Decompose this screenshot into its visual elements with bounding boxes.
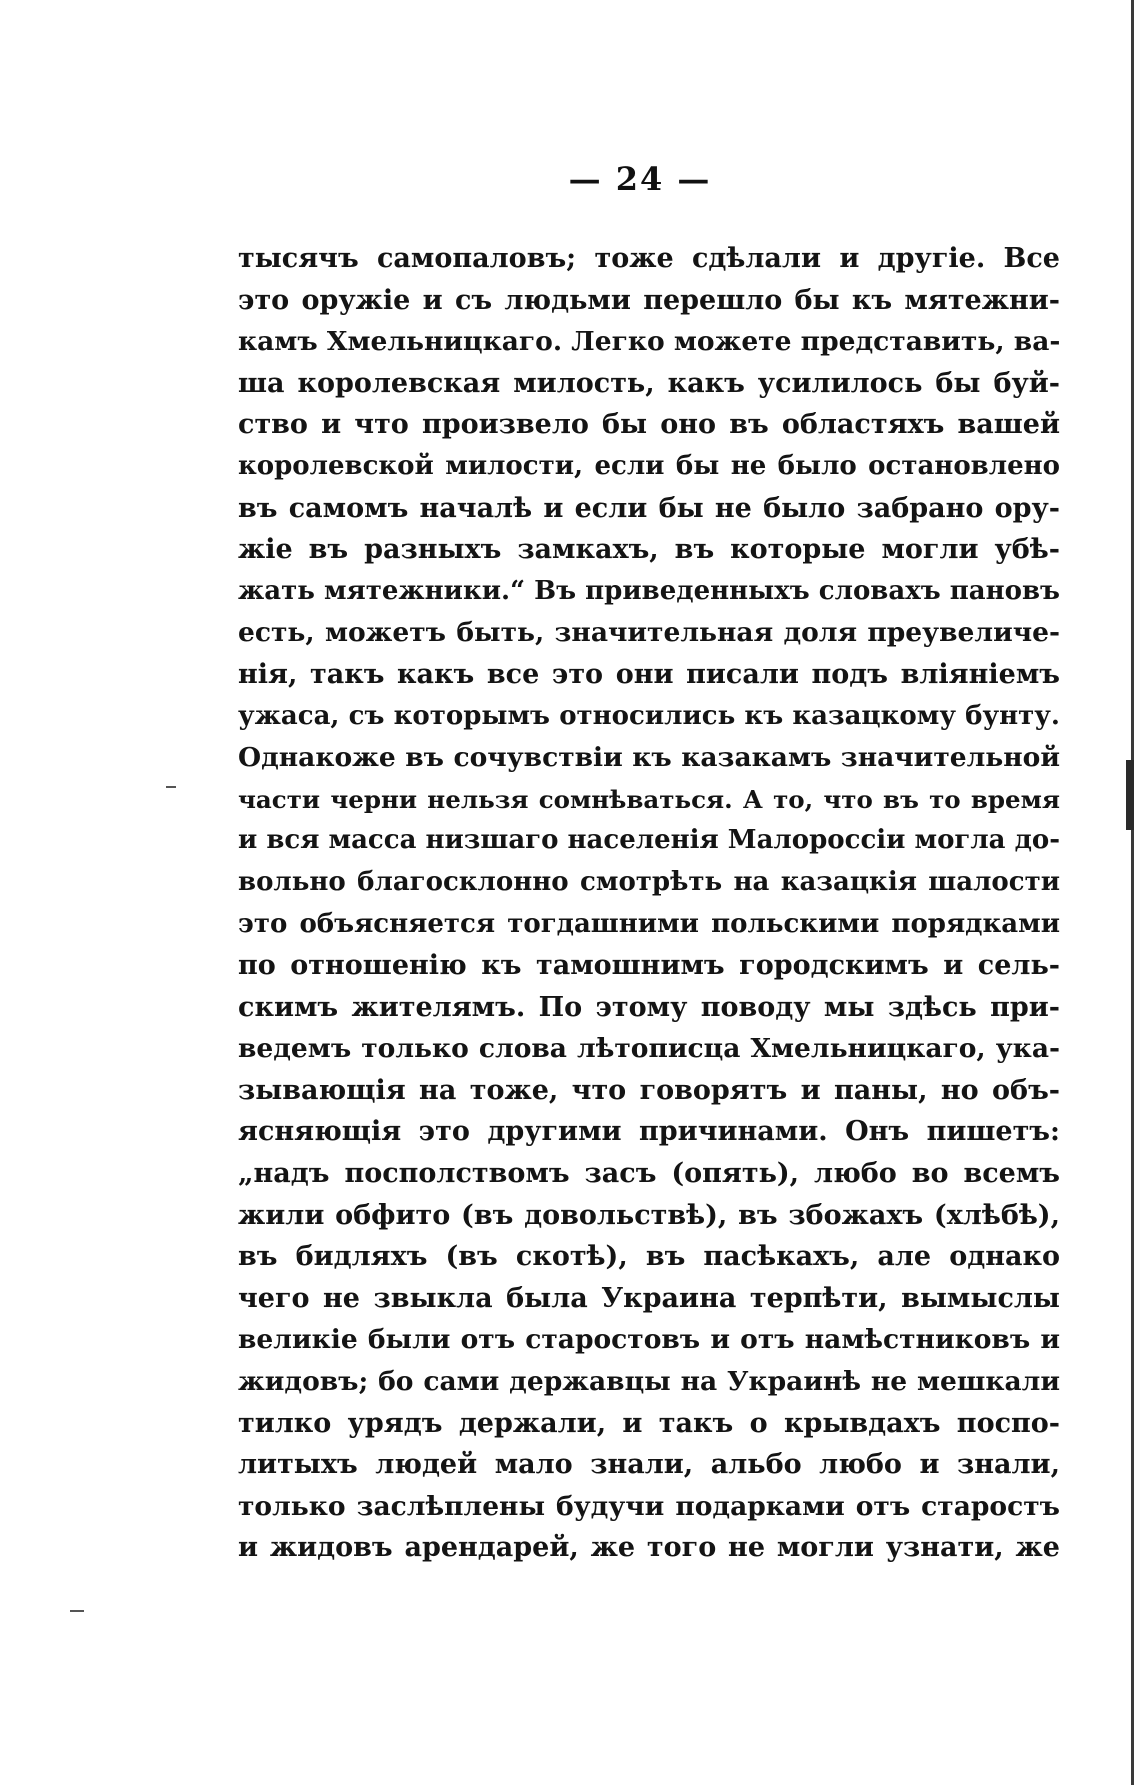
text-line: жать мятежники.“ Въ приведенныхъ словахъ пановъ	[238, 575, 1060, 606]
text-line: литыхъ людей мало знали, альбо любо и знали,	[238, 1449, 1060, 1481]
text-line: „надъ посполствомъ засъ (опять), любо во всемъ	[238, 1158, 1060, 1190]
page-edge-mark	[1126, 760, 1134, 830]
text-line: нія, такъ какъ все это они писали подъ вліяніемъ	[238, 658, 1060, 690]
text-line: ство и что произвело бы оно въ областяхъ вашей	[238, 409, 1060, 441]
text-line: въ бидляхъ (въ скотѣ), въ пасѣкахъ, але однако	[238, 1241, 1060, 1273]
body-text	[238, 238, 1060, 1569]
text-line: Однакоже въ сочувствіи къ казакамъ значительной	[238, 742, 1060, 774]
text-line: есть, можетъ быть, значительная доля преувеличе-	[238, 617, 1060, 649]
text-line: ужаса, съ которымъ относились къ казацкому бунту.	[238, 700, 1060, 731]
text-line: по отношенію къ тамошнимъ городскимъ и сель-	[238, 950, 1060, 982]
text-line: тысячъ самопаловъ; тоже сдѣлали и другіе. Все	[238, 243, 1060, 274]
text-line: жили обфито (въ довольствѣ), въ збожахъ (хлѣбѣ),	[238, 1199, 1060, 1231]
text-line: скимъ жителямъ. По этому поводу мы здѣсь при-	[238, 991, 1060, 1023]
text-line: ша королевская милость, какъ усилилось бы буй-	[238, 367, 1060, 399]
text-line: камъ Хмельницкаго. Легко можете представить, ва-	[238, 326, 1060, 358]
text-line: королевской милости, если бы не было остановлено	[238, 450, 1060, 481]
text-line: чего не звыкла была Украина терпѣти, вымыслы	[238, 1282, 1060, 1314]
text-line: и вся масса низшаго населенія Малороссіи могла до-	[238, 825, 1060, 856]
text-line: жіе въ разныхъ замкахъ, въ которые могли убѣ-	[238, 534, 1060, 566]
text-line: это объясняется тогдашними польскими порядками	[238, 908, 1060, 939]
margin-speck	[70, 1610, 84, 1612]
page-number: — 24 —	[568, 160, 712, 198]
text-line: и жидовъ арендарей, же того не могли узнати, же	[238, 1532, 1060, 1564]
text-line: части черни нельзя сомнѣваться. А то, что въ то время	[238, 784, 1060, 814]
page-edge-shadow	[1131, 0, 1134, 1785]
text-line: жидовъ; бо сами державцы на Украинѣ не мешкали	[238, 1366, 1060, 1398]
margin-speck	[166, 786, 176, 788]
text-line: вольно благосклонно смотрѣть на казацкія шалости	[238, 866, 1060, 897]
text-line: ясняющія это другими причинами. Онъ пишетъ:	[238, 1116, 1060, 1148]
text-line: это оружіе и съ людьми перешло бы къ мятежни-	[238, 284, 1060, 316]
text-line: великіе были отъ старостовъ и отъ намѣстниковъ и	[238, 1324, 1060, 1356]
text-line: тилко урядъ держали, и такъ о крывдахъ поспо-	[238, 1407, 1060, 1439]
text-line: ведемъ только слова лѣтописца Хмельницкаго, ука-	[238, 1033, 1060, 1065]
text-line: только заслѣплены будучи подарками отъ старостъ	[238, 1490, 1060, 1522]
text-line: зывающія на тоже, что говорятъ и паны, но объ-	[238, 1074, 1060, 1106]
text-line: въ самомъ началѣ и если бы не было забрано ору-	[238, 492, 1060, 524]
